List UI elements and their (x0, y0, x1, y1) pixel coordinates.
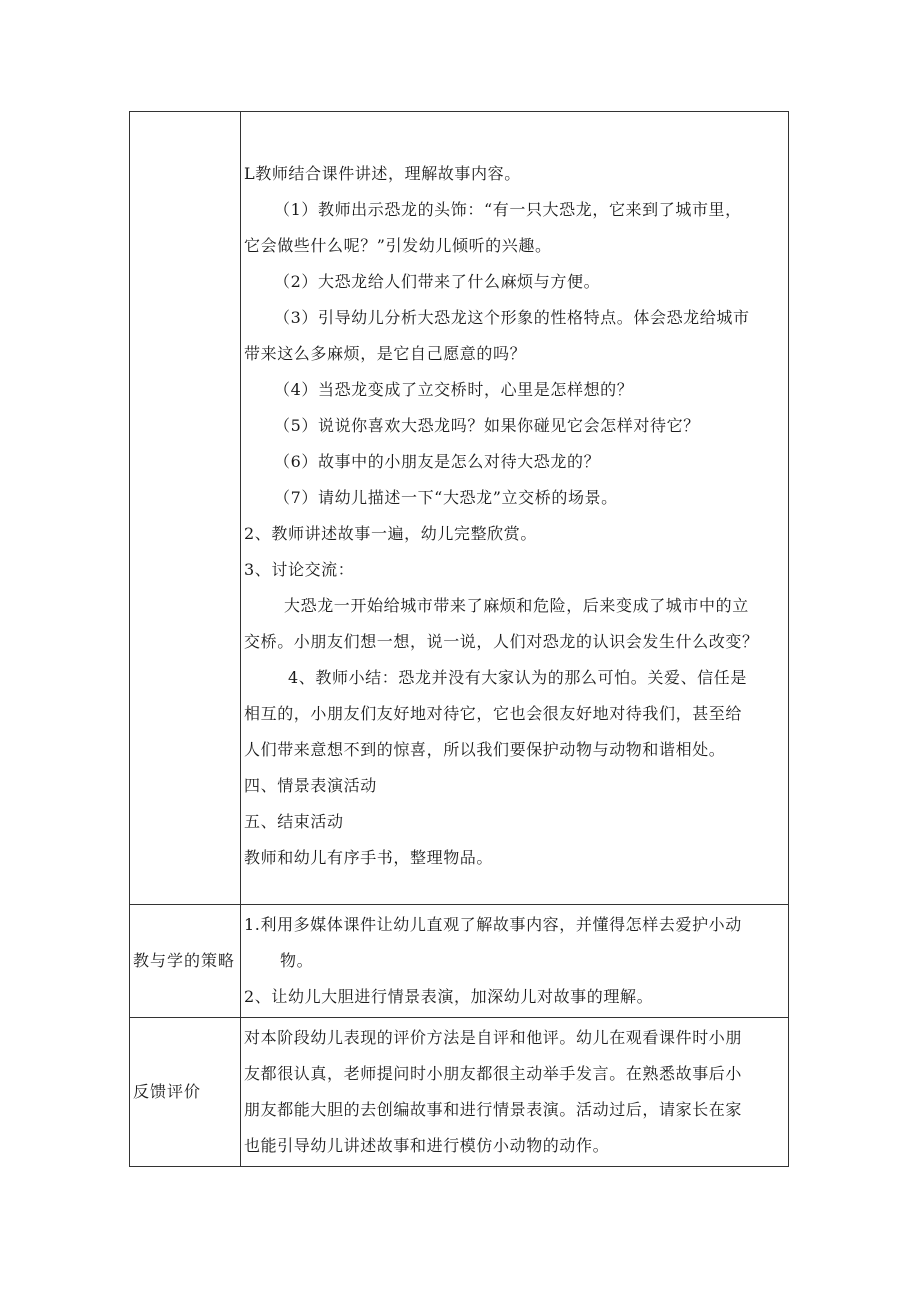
process-line: 人们带来意想不到的惊喜，所以我们要保护动物与动物和谐相处。 (244, 740, 726, 759)
process-line: 大恐龙一开始给城市带来了麻烦和危险，后来变成了城市中的立 (284, 596, 749, 615)
process-content-cell (241, 112, 789, 905)
feedback-line: 朋友都能大胆的去创编故事和进行情景表演。活动过后，请家长在家 (244, 1100, 743, 1119)
strategy-row (130, 905, 789, 1018)
process-label-cell (130, 112, 241, 905)
strategy-line: 2、让幼儿大胆进行情景表演，加深幼儿对故事的理解。 (244, 987, 654, 1006)
process-line: 四、情景表演活动 (244, 776, 377, 795)
feedback-label-cell (130, 1018, 241, 1167)
process-line: 3、讨论交流： (244, 560, 355, 579)
feedback-line: 也能引导幼儿讲述故事和进行模仿小动物的动作。 (244, 1136, 610, 1155)
strategy-content-cell (241, 905, 789, 1018)
strategy-label: 教与学的策略 (133, 951, 236, 970)
strategy-label-cell (130, 905, 241, 1018)
process-line: （1）教师出示恐龙的头饰：“有一只大恐龙，它来到了城市里， (274, 200, 742, 219)
process-line: （7）请幼儿描述一下“大恐龙”立交桥的场景。 (274, 488, 618, 507)
process-line: 2、教师讲述故事一遍，幼儿完整欣赏。 (244, 524, 537, 543)
process-line: 教师和幼儿有序手书，整理物品。 (244, 848, 494, 867)
feedback-line: 对本阶段幼儿表现的评价方法是自评和他评。幼儿在观看课件时小朋 (244, 1028, 743, 1047)
process-line: 带来这么多麻烦，是它自己愿意的吗？ (244, 344, 527, 363)
process-line: L教师结合课件讲述，理解故事内容。 (244, 164, 521, 183)
process-line: 五、结束活动 (244, 812, 344, 831)
lesson-plan-table (129, 111, 789, 1167)
process-line: （4）当恐龙变成了立交桥时，心里是怎样想的？ (274, 380, 634, 399)
process-line: （6）故事中的小朋友是怎么对待大恐龙的？ (274, 452, 601, 471)
strategy-line: 物。 (280, 951, 314, 970)
process-line: （2）大恐龙给人们带来了什么麻烦与方便。 (274, 272, 601, 291)
process-line: 4、教师小结：恐龙并没有大家认为的那么可怕。关爱、信任是 (288, 668, 747, 687)
process-line: （3）引导幼儿分析大恐龙这个形象的性格特点。体会恐龙给城市 (274, 308, 750, 327)
process-line: （5）说说你喜欢大恐龙吗？如果你碰见它会怎样对待它？ (274, 416, 700, 435)
feedback-line: 友都很认真，老师提问时小朋友都很主动举手发言。在熟悉故事后小 (244, 1064, 743, 1083)
process-line: 它会做些什么呢？”引发幼儿倾听的兴趣。 (244, 236, 552, 255)
feedback-label: 反馈评价 (133, 1082, 202, 1101)
strategy-line: 1.利用多媒体课件让幼儿直观了解故事内容，并懂得怎样去爱护小动 (244, 915, 742, 934)
process-row (130, 112, 789, 905)
feedback-row (130, 1018, 789, 1167)
process-line: 交桥。小朋友们想一想，说一说，人们对恐龙的认识会发生什么改变？ (244, 632, 759, 651)
feedback-content-cell (241, 1018, 789, 1167)
process-line: 相互的，小朋友们友好地对待它，它也会很友好地对待我们，甚至给 (244, 704, 743, 723)
